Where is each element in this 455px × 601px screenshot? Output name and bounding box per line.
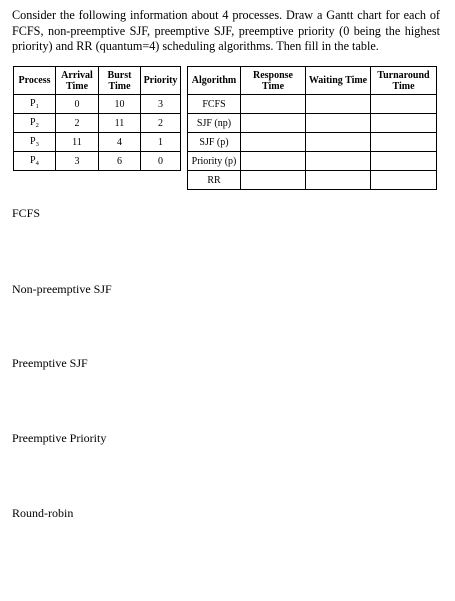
turnaround-time-cell[interactable] [371,133,437,152]
process-name-text: P [30,98,36,109]
algorithm-cell: SJF (np) [188,114,241,133]
waiting-time-cell[interactable] [306,114,371,133]
arrival-cell: 0 [56,95,99,114]
table-row [188,171,437,190]
waiting-time-cell[interactable] [306,133,371,152]
process-name [14,95,56,114]
waiting-time-cell[interactable] [306,95,371,114]
header-response-time: Response Time [241,67,306,95]
turnaround-time-cell[interactable] [371,171,437,190]
waiting-time-cell[interactable] [306,171,371,190]
table-row [14,114,181,133]
waiting-time-cell[interactable] [306,152,371,171]
section-label-fcfs: FCFS [12,206,41,220]
header-burst-time: Burst Time [99,67,141,95]
process-name-text: P [30,155,36,166]
process-name-text: P [30,136,36,147]
burst-cell: 11 [99,114,141,133]
burst-cell: 6 [99,152,141,171]
process-subscript: 1 [35,103,39,110]
header-waiting-time: Waiting Time [306,67,371,95]
header-priority: Priority [141,67,181,95]
process-subscript: 3 [35,141,39,148]
header-arrival-time: Arrival Time [56,67,99,95]
algorithm-cell: SJF (p) [188,133,241,152]
process-subscript: 4 [35,160,39,167]
results-table [187,66,437,190]
process-subscript: 2 [35,122,39,129]
section-label-non-preemptive-sjf: Non-preemptive SJF [12,282,112,296]
response-time-cell[interactable] [241,171,306,190]
algorithm-cell: RR [188,171,241,190]
section-label-preemptive-priority: Preemptive Priority [12,431,107,445]
header-algorithm: Algorithm [188,67,241,95]
burst-cell: 4 [99,133,141,152]
process-name [14,133,56,152]
response-time-cell[interactable] [241,95,306,114]
header-turnaround-time: Turnaround Time [371,67,437,95]
table-row [14,152,181,171]
problem-statement: Consider the following information about 4 processes. Draw a Gantt chart for each of FCFS, non-preemptive SJF, preemptive SJF, preemptive priority (0 being the highest priority) and RR (quantum=4) scheduling algorithms. Then fill in the table. [12,8,440,53]
arrival-cell: 3 [56,152,99,171]
process-name [14,152,56,171]
algorithm-cell: FCFS [188,95,241,114]
table-row [188,133,437,152]
burst-cell: 10 [99,95,141,114]
process-name [14,114,56,133]
table-row [14,95,181,114]
section-label-preemptive-sjf: Preemptive SJF [12,356,88,370]
arrival-cell: 2 [56,114,99,133]
header-process: Process [14,67,56,95]
process-table [13,66,181,171]
process-name-text: P [30,117,36,128]
table-row [188,95,437,114]
priority-cell: 0 [141,152,181,171]
section-label-round-robin: Round-robin [12,506,74,520]
table-row [14,133,181,152]
arrival-cell: 11 [56,133,99,152]
response-time-cell[interactable] [241,152,306,171]
turnaround-time-cell[interactable] [371,114,437,133]
priority-cell: 2 [141,114,181,133]
priority-cell: 1 [141,133,181,152]
table-row [188,114,437,133]
results-table-header [188,67,437,95]
response-time-cell[interactable] [241,114,306,133]
response-time-cell[interactable] [241,133,306,152]
process-table-header [14,67,181,95]
turnaround-time-cell[interactable] [371,95,437,114]
priority-cell: 3 [141,95,181,114]
table-row [188,152,437,171]
algorithm-cell: Priority (p) [188,152,241,171]
turnaround-time-cell[interactable] [371,152,437,171]
